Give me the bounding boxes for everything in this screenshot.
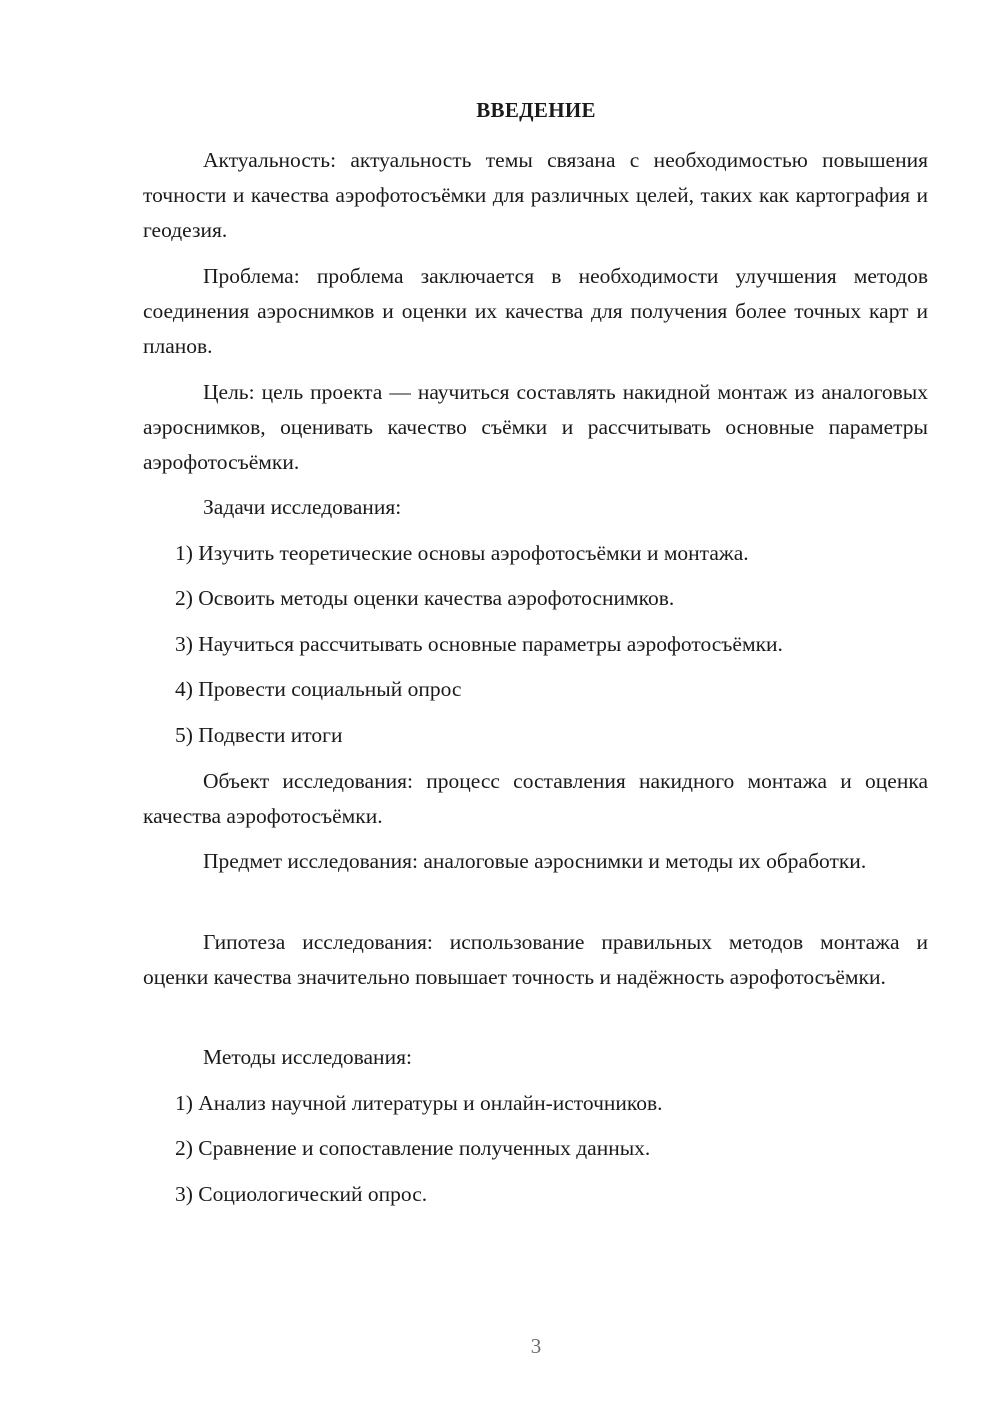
task-item: 1) Изучить теоретические основы аэрофотосъёмки и монтажа. [175, 541, 749, 565]
problem-paragraph: Проблема: проблема заключается в необходимости улучшения методов соединения аэроснимков и оценки их качества для получения более точных карт и планов. [143, 264, 928, 358]
tasks-heading: Задачи исследования: [203, 495, 402, 519]
method-item: 1) Анализ научной литературы и онлайн-источников. [175, 1091, 663, 1115]
relevance-paragraph: Актуальность: актуальность темы связана с необходимостью повышения точности и качества аэрофотосъёмки для различных целей, таких как картография и геодезия. [143, 148, 928, 242]
methods-heading: Методы исследования: [203, 1045, 412, 1069]
page-number: 3 [530, 1334, 542, 1358]
subject-paragraph: Предмет исследования: аналоговые аэроснимки и методы их обработки. [203, 849, 867, 873]
task-item: 2) Освоить методы оценки качества аэрофотоснимков. [175, 586, 675, 610]
task-item: 4) Провести социальный опрос [175, 677, 462, 701]
page-title: ВВЕДЕНИЕ [476, 98, 596, 122]
hypothesis-paragraph: Гипотеза исследования: использование правильных методов монтажа и оценки качества значительно повышает точность и надёжность аэрофотосъёмки. [143, 930, 928, 989]
method-item: 3) Социологический опрос. [175, 1182, 428, 1206]
object-paragraph: Объект исследования: процесс составления накидного монтажа и оценка качества аэрофотосъёмки. [143, 769, 928, 828]
task-item: 5) Подвести итоги [175, 723, 343, 747]
goal-paragraph: Цель: цель проекта — научиться составлять накидной монтаж из аналоговых аэроснимков, оценивать качество съёмки и рассчитывать основные параметры аэрофотосъёмки. [143, 380, 928, 474]
method-item: 2) Сравнение и сопоставление полученных данных. [175, 1136, 651, 1160]
task-item: 3) Научиться рассчитывать основные параметры аэрофотосъёмки. [175, 632, 783, 656]
